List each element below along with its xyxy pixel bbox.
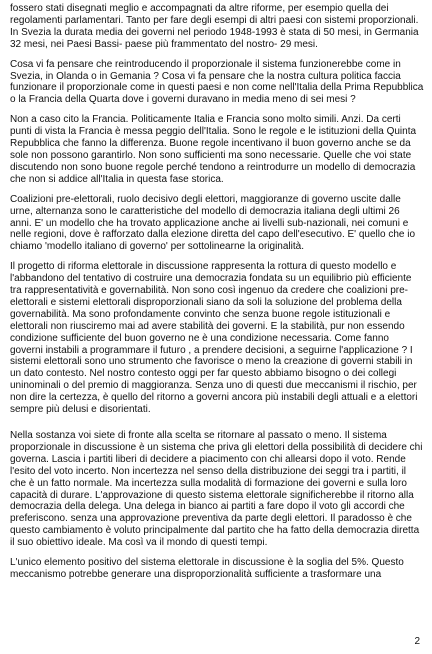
paragraph-3: Non a caso cito la Francia. Politicamente Italia e Francia sono molto simili. Anzi. Da certi punti di vista la Francia è messa peggio dell'Italia. Sono le regole e le istituzioni della Quinta Repubblica che fanno la differenza. Buone regole incentivano il buon governo anche se da sole non possono garantirlo. Non sono sufficienti ma sono necessarie. Quelle che voi state discutendo non sono buone regole perché tendono a reintrodurre un modello di democrazia che non si addice all'Italia in questa fase storica. [10,114,417,185]
paragraph-4: Coalizioni pre-elettorali, ruolo decisivo degli elettori, maggioranze di governo uscite dalle urne, alternanza sono le caratteristiche del modello di democrazia italiana degli ultimi 26 anni. E' un modello che ha trovato applicazione anche ai livelli sub-nazionali, nei comuni e nelle regioni, dove è rafforzato dalla elezione diretta del capo dell'esecutivo. E' quello che io chiamo 'modello italiano di governo' per sottolinearne la originalità. [10,193,416,253]
paragraph-1: fossero stati disegnati meglio e accompagnati da altre riforme, per esempio quella dei regolamenti parlamentari. Tanto per fare degli esempi di altri paesi con sistemi proporzionali. In Svezia la durata media dei governi nel periodo 1948-1993 è stata di 50 mesi, in Germania 32 mesi, nei Paesi Bassi- paese più frammentato del nostro- 29 mesi. [10,3,419,50]
page-number: 2 [414,636,420,647]
paragraph-7: L'unico elemento positivo del sistema elettorale in discussione è la soglia del 5%. Questo meccanismo potrebbe generare una disproporzionalità sufficiente a trasformare una [10,557,404,580]
document-body [10,3,424,589]
paragraph-6: Nella sostanza voi siete di fronte alla scelta se ritornare al passato o meno. Il sistema proporzionale in discussione è un sistema che priva gli elettori della possibilità di decidere chi governa. Lascia i partiti liberi di decidere a piacimento con chi allearsi dopo il voto. Rende l'esito del voto incerto. Non incertezza nel senso della distribuzione dei seggi tra i partiti, il che è un fatto normale. Ma incertezza sulla modalità di formazione dei governi e sulla loro capacità di durare. L'approvazione di questo sistema elettorale significherebbe il ritorno alla democrazia della delega. Una delega in bianco ai partiti a fare dopo il voto gli accordi che preferiscono. senza una approvazione preventiva da parte degli elettori. Il paradosso è che questo cambiamento è voluto principalmente dal partito che ha fatto della democrazia diretta il suo obiettivo ideale. Ma così va il mondo di questi tempi. [10,430,423,549]
paragraph-5: Il progetto di riforma elettorale in discussione rappresenta la rottura di questo modello e l'abbandono del tentativo di costruire una democrazia fondata su un equilibrio più efficiente tra rappresentatività e governabilità. Non sono così ingenuo da credere che coalizioni pre-elettorali e sistemi elettorali disproporzionali siano da soli la soluzione del problema della governabilità. Ma sono profondamente convinto che senza buone regole istituzionali e elettorali non riusciremo mai ad avere stabilità dei governi. E la stabilità, pur non essendo condizione sufficiente del buon governo ne è una condizione necessaria. Come fanno governi instabili a programmare il futuro , a prendere decisioni, a seguirne l'applicazione ? I sistemi elettorali sono uno strumento che favorisce o meno la creazione di governi stabili in un dato contesto. Nel nostro contesto oggi per far questo abbiamo bisogno o dei collegi uninominali o del premio di maggioranza. Senza uno di questi due meccanismi il rischio, per non dire la certezza, è quello del ritorno a governi ancora più instabili degli attuali e a elettori sempre più delusi e disorientati. [10,261,418,416]
paragraph-2: Cosa vi fa pensare che reintroducendo il proporzionale il sistema funzionerebbe come in Svezia, in Olanda o in Gemania ? Cosa vi fa pensare che la nostra cultura politica faccia funzionare il proporzionale come in questi paesi e non come nell'Italia della Prima Repubblica o la Francia della Quarta dove i governi duravano in media meno di sei mesi ? [10,58,424,106]
